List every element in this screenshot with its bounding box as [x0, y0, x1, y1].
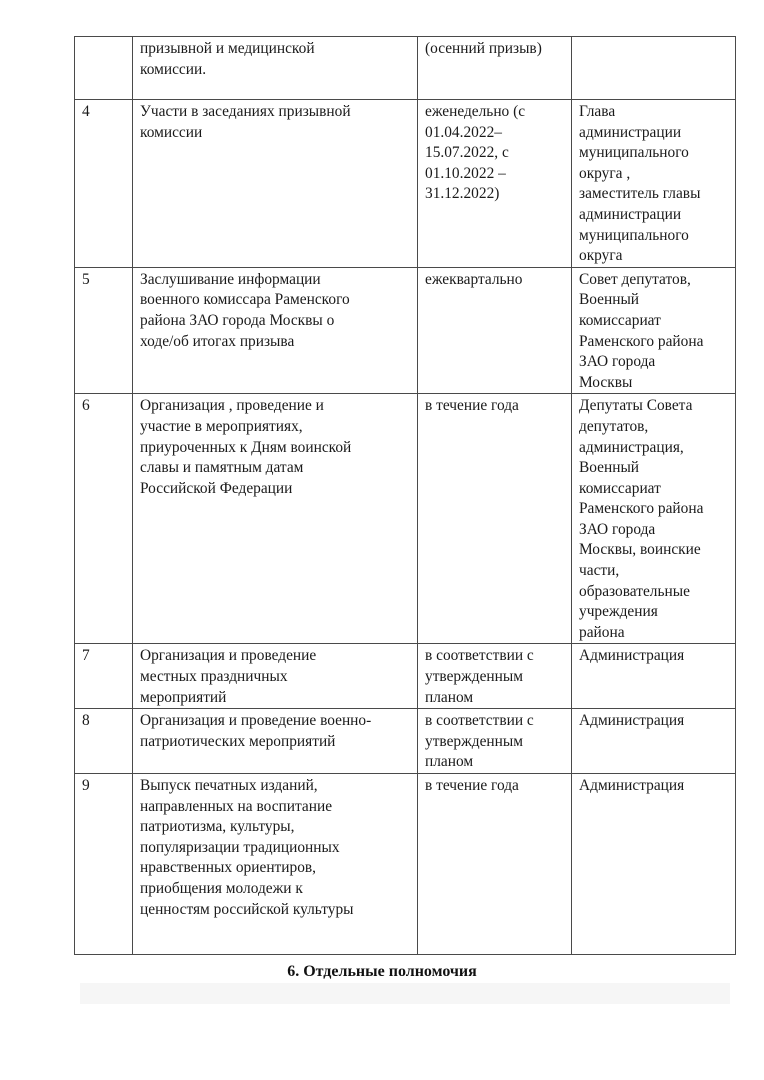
- table-row: [75, 644, 736, 709]
- term-cell: [418, 37, 572, 100]
- responsible-cell: [572, 774, 736, 955]
- activity-text: Выпуск печатных изданий, направленных на воспитание патриотизма, культуры, популяризации традиционных нравственных ориентиров, приобщения молодежи к ценностям российской культуры: [140, 777, 354, 918]
- term-cell: [418, 774, 572, 955]
- term-text: в течение года: [425, 397, 519, 415]
- row-number: 6: [82, 397, 90, 415]
- term-cell: [418, 100, 572, 268]
- term-text: (осенний призыв): [425, 40, 542, 57]
- responsible-text: Администрация: [579, 777, 685, 794]
- responsible-text: Глава администрации муниципального округа , заместитель главы администрации муниципального округа: [579, 103, 701, 265]
- row-number-cell: [75, 394, 133, 644]
- activity-cell: [133, 37, 418, 100]
- table-row: [75, 394, 736, 644]
- row-number-cell: [75, 267, 133, 394]
- row-number: 7: [82, 647, 90, 665]
- table-row: [75, 37, 736, 100]
- activity-text: Организация и проведение военно- патриотических мероприятий: [140, 712, 372, 750]
- table-row: [75, 709, 736, 774]
- responsible-text: Администрация: [579, 712, 685, 730]
- activity-cell: [133, 100, 418, 268]
- activity-text: Заслушивание информации военного комиссара Раменского района ЗАО города Москвы о ходе/об итогах призыва: [140, 270, 350, 350]
- responsible-text: Администрация: [579, 647, 685, 665]
- row-number: 5: [82, 270, 90, 288]
- responsible-cell: [572, 100, 736, 268]
- activity-text: Организация и проведение местных праздничных мероприятий: [140, 647, 317, 706]
- activity-cell: [133, 774, 418, 955]
- table-row: [75, 774, 736, 955]
- row-number-cell: [75, 644, 133, 709]
- section-heading: 6. Отдельные полномочия: [287, 963, 477, 980]
- responsible-text: Совет депутатов, Военный комиссариат Раменского района ЗАО города Москвы: [579, 270, 704, 391]
- row-number: 9: [82, 777, 90, 794]
- row-number: 8: [82, 712, 90, 730]
- table-row: [75, 267, 736, 394]
- term-text: в течение года: [425, 777, 519, 794]
- term-text: в соответствии с утвержденным планом: [425, 647, 534, 706]
- responsible-cell: [572, 394, 736, 644]
- term-cell: [418, 644, 572, 709]
- term-cell: [418, 267, 572, 394]
- responsible-cell: [572, 709, 736, 774]
- activity-cell: [133, 709, 418, 774]
- activity-text: призывной и медицинской комиссии.: [140, 40, 315, 78]
- activity-plan-table: [74, 36, 736, 955]
- activity-cell: [133, 644, 418, 709]
- row-number: 4: [82, 103, 90, 120]
- responsible-cell: [572, 267, 736, 394]
- activity-text: Участи в заседаниях призывной комиссии: [140, 103, 351, 141]
- row-number-cell: [75, 37, 133, 100]
- activity-cell: [133, 267, 418, 394]
- responsible-cell: [572, 644, 736, 709]
- term-cell: [418, 709, 572, 774]
- activity-cell: [133, 394, 418, 644]
- scan-fade-band: [80, 983, 730, 1004]
- row-number-cell: [75, 100, 133, 268]
- activity-text: Организация , проведение и участие в мероприятиях, приуроченных к Дням воинской славы и памятным датам Российской Федерации: [140, 397, 352, 497]
- row-number-cell: [75, 774, 133, 955]
- table-row: [75, 100, 736, 268]
- responsible-cell: [572, 37, 736, 100]
- row-number-cell: [75, 709, 133, 774]
- responsible-text: Депутаты Совета депутатов, администрация, Военный комиссариат Раменского района ЗАО города Москвы, воинские части, образовательные учреждения района: [579, 397, 704, 641]
- term-text: еженедельно (с 01.04.2022– 15.07.2022, с 01.10.2022 – 31.12.2022): [425, 103, 526, 203]
- term-text: ежеквартально: [425, 270, 523, 288]
- term-text: в соответствии с утвержденным планом: [425, 712, 534, 771]
- term-cell: [418, 394, 572, 644]
